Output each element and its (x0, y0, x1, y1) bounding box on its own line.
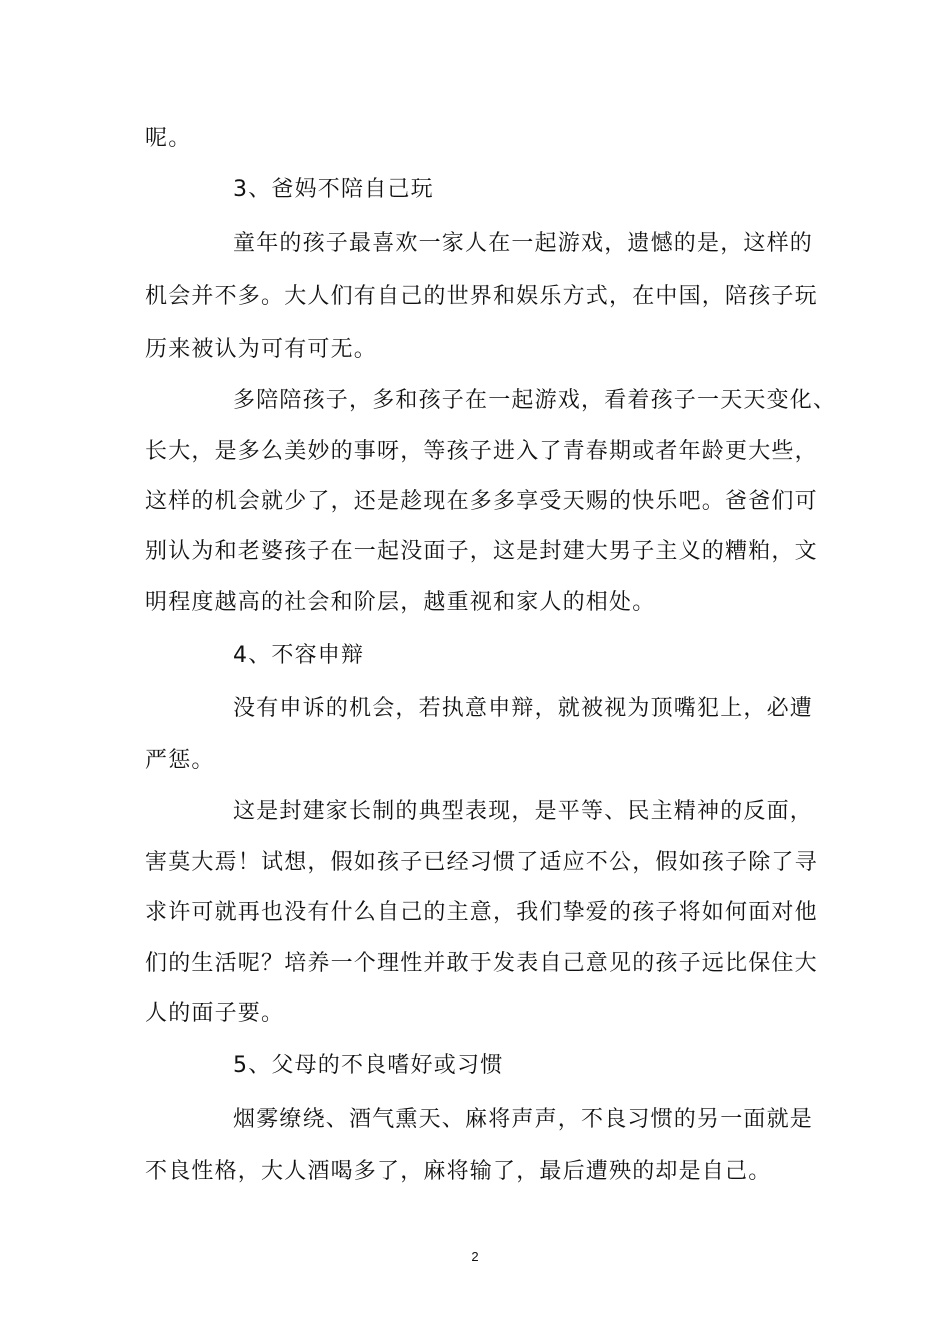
text-line: 呢。 (145, 126, 192, 151)
text-line: 多陪陪孩子，多和孩子在一起游戏，看着孩子一天天变化、 (233, 388, 837, 413)
text-line: 们的生活呢？培养一个理性并敢于发表自己意见的孩子远比保住大 (145, 951, 818, 976)
text-line: 求许可就再也没有什么自己的主意，我们挚爱的孩子将如何面对他 (145, 900, 818, 925)
text-line: 没有申诉的机会，若执意申辩，就被视为顶嘴犯上，必遭 (233, 696, 814, 721)
section-heading: 4、不容申辩 (233, 643, 365, 668)
text-line: 不良性格，大人酒喝多了，麻将输了，最后遭殃的却是自己。 (145, 1159, 772, 1184)
text-line: 害莫大焉！试想，假如孩子已经习惯了适应不公，假如孩子除了寻 (145, 850, 818, 875)
text-line: 严惩。 (145, 748, 215, 773)
page-number: 2 (471, 1249, 479, 1264)
text-line: 机会并不多。大人们有自己的世界和娱乐方式，在中国，陪孩子玩 (145, 284, 818, 309)
text-line: 长大，是多么美妙的事呀，等孩子进入了青春期或者年龄更大些， (145, 439, 818, 464)
text-line: 烟雾缭绕、酒气熏天、麻将声声，不良习惯的另一面就是 (233, 1107, 814, 1132)
text-line: 这样的机会就少了，还是趁现在多多享受天赐的快乐吧。爸爸们可 (145, 489, 818, 514)
text-line: 童年的孩子最喜欢一家人在一起游戏，遗憾的是，这样的 (233, 231, 814, 256)
text-line: 历来被认为可有可无。 (145, 337, 378, 362)
section-heading: 5、父母的不良嗜好或习惯 (233, 1053, 504, 1078)
text-line: 明程度越高的社会和阶层，越重视和家人的相处。 (145, 590, 656, 615)
text-line: 别认为和老婆孩子在一起没面子，这是封建大男子主义的糟粕，文 (145, 539, 818, 564)
section-heading: 3、爸妈不陪自己玩 (233, 177, 434, 202)
text-line: 这是封建家长制的典型表现，是平等、民主精神的反面， (233, 799, 814, 824)
text-line: 人的面子要。 (145, 1001, 285, 1026)
